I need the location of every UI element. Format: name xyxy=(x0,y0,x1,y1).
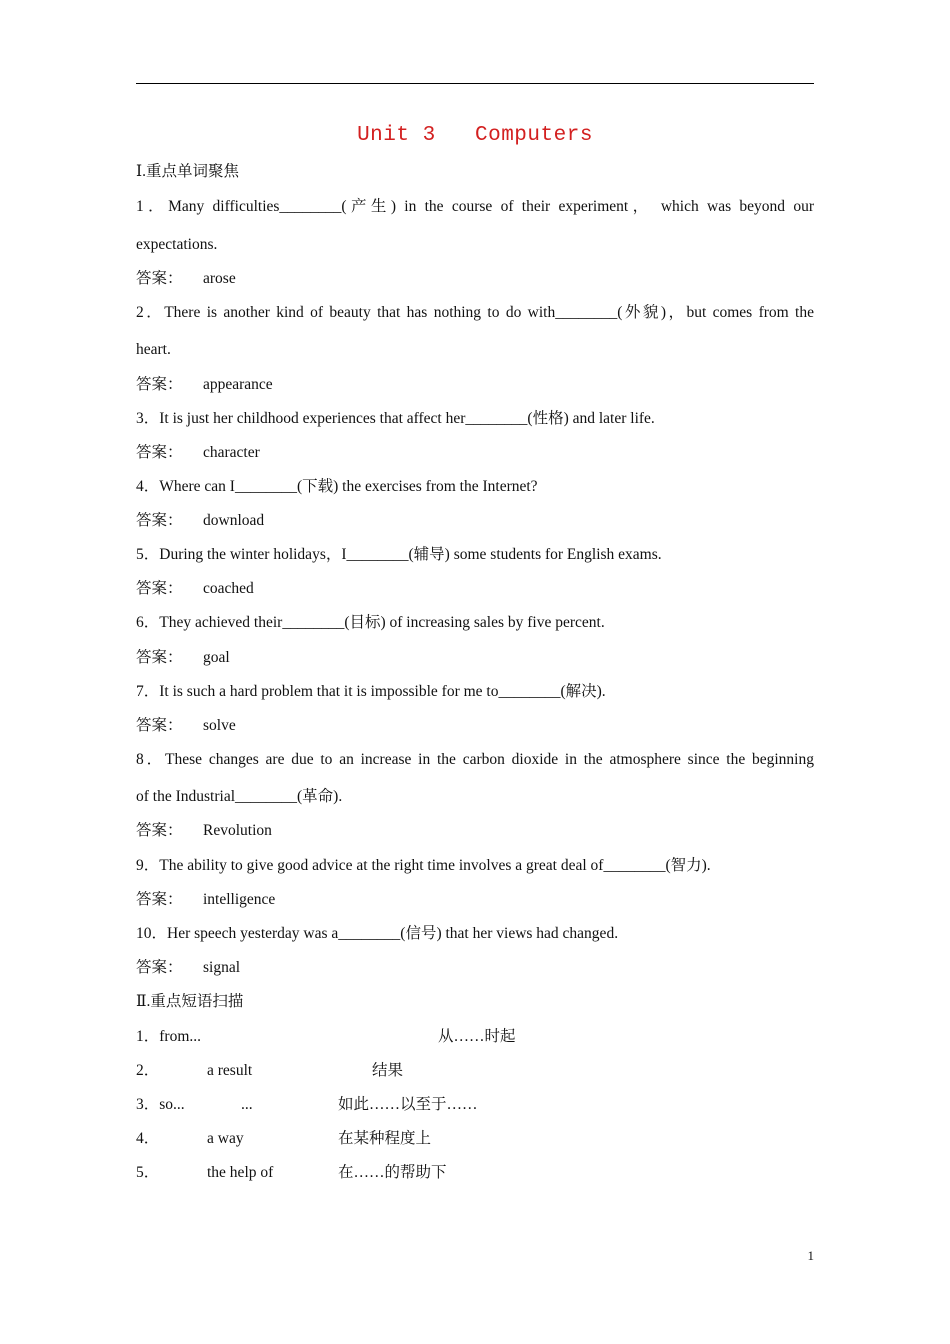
phrase-4-chinese: 在某种程度上 xyxy=(338,1130,432,1147)
answer-4 xyxy=(136,511,814,531)
answer-9 xyxy=(136,890,814,910)
phrase-4-english: a way xyxy=(207,1130,244,1147)
answer-7 xyxy=(136,716,814,736)
section-heading-words: Ⅰ.重点单词聚焦 xyxy=(136,163,239,180)
answer-label: 答案： xyxy=(136,512,183,529)
phrase-2-number: 2． xyxy=(136,1062,160,1079)
phrase-1-number: 1．from... xyxy=(136,1028,202,1045)
phrase-2-chinese: 结果 xyxy=(372,1062,404,1079)
answer-value: signal xyxy=(203,959,241,976)
phrase-4-number: 4． xyxy=(136,1130,160,1147)
answer-value: arose xyxy=(203,270,236,287)
phrase-5-english: the help of xyxy=(207,1164,274,1181)
answer-value: intelligence xyxy=(203,891,276,908)
answer-label: 答案： xyxy=(136,376,183,393)
phrase-5-number: 5． xyxy=(136,1164,160,1181)
answer-8 xyxy=(136,821,814,841)
answer-value: appearance xyxy=(203,376,273,393)
page-number: 1 xyxy=(807,1248,814,1263)
answer-label: 答案： xyxy=(136,717,183,734)
answer-5 xyxy=(136,579,814,599)
answer-label: 答案： xyxy=(136,580,183,597)
question-2-cont: heart. xyxy=(136,341,171,358)
question-1: 1．Many difficulties________(产生) in the course of their experiment， which was beyond our xyxy=(136,198,814,215)
answer-label: 答案： xyxy=(136,649,183,666)
answer-value: coached xyxy=(203,580,254,597)
phrase-2-english: a result xyxy=(207,1062,253,1079)
phrase-3-english: ... xyxy=(241,1096,253,1113)
phrase-5-chinese: 在……的帮助下 xyxy=(338,1164,447,1181)
question-8-cont: of the Industrial________(革命). xyxy=(136,788,343,805)
answer-2 xyxy=(136,375,814,395)
phrase-3-number: 3．so... xyxy=(136,1096,185,1113)
question-1-cont: expectations. xyxy=(136,236,218,253)
question-6: 6．They achieved their________(目标) of increasing sales by five percent. xyxy=(136,614,605,631)
question-2: 2．There is another kind of beauty that has nothing to do with________(外貌)，but comes from the xyxy=(136,304,814,321)
answer-6 xyxy=(136,648,814,668)
answer-1 xyxy=(136,269,814,289)
question-5: 5．During the winter holidays，I________(辅导) some students for English exams. xyxy=(136,546,662,563)
phrase-3-chinese: 如此……以至于…… xyxy=(338,1096,478,1113)
answer-value: character xyxy=(203,444,260,461)
answer-10 xyxy=(136,958,814,978)
answer-3 xyxy=(136,443,814,463)
answer-label: 答案： xyxy=(136,959,183,976)
question-10: 10．Her speech yesterday was a________(信号) that her views had changed. xyxy=(136,925,619,942)
answer-label: 答案： xyxy=(136,270,183,287)
phrase-1-chinese: 从……时起 xyxy=(438,1028,516,1045)
page-title: Unit 3 Computers xyxy=(357,124,593,147)
answer-label: 答案： xyxy=(136,444,183,461)
answer-value: download xyxy=(203,512,265,529)
answer-label: 答案： xyxy=(136,822,183,839)
header-rule xyxy=(136,83,814,84)
section-heading-phrases: Ⅱ.重点短语扫描 xyxy=(136,993,244,1010)
question-9: 9．The ability to give good advice at the right time involves a great deal of________(智力). xyxy=(136,857,711,874)
answer-value: goal xyxy=(203,649,230,666)
answer-label: 答案： xyxy=(136,891,183,908)
question-4: 4．Where can I________(下载) the exercises from the Internet? xyxy=(136,478,538,495)
question-3: 3．It is just her childhood experiences that affect her________(性格) and later life. xyxy=(136,410,655,427)
answer-value: Revolution xyxy=(203,822,272,839)
question-8: 8．These changes are due to an increase in the carbon dioxide in the atmosphere since the beginning xyxy=(136,751,814,768)
answer-value: solve xyxy=(203,717,236,734)
question-7: 7．It is such a hard problem that it is impossible for me to________(解决). xyxy=(136,683,606,700)
